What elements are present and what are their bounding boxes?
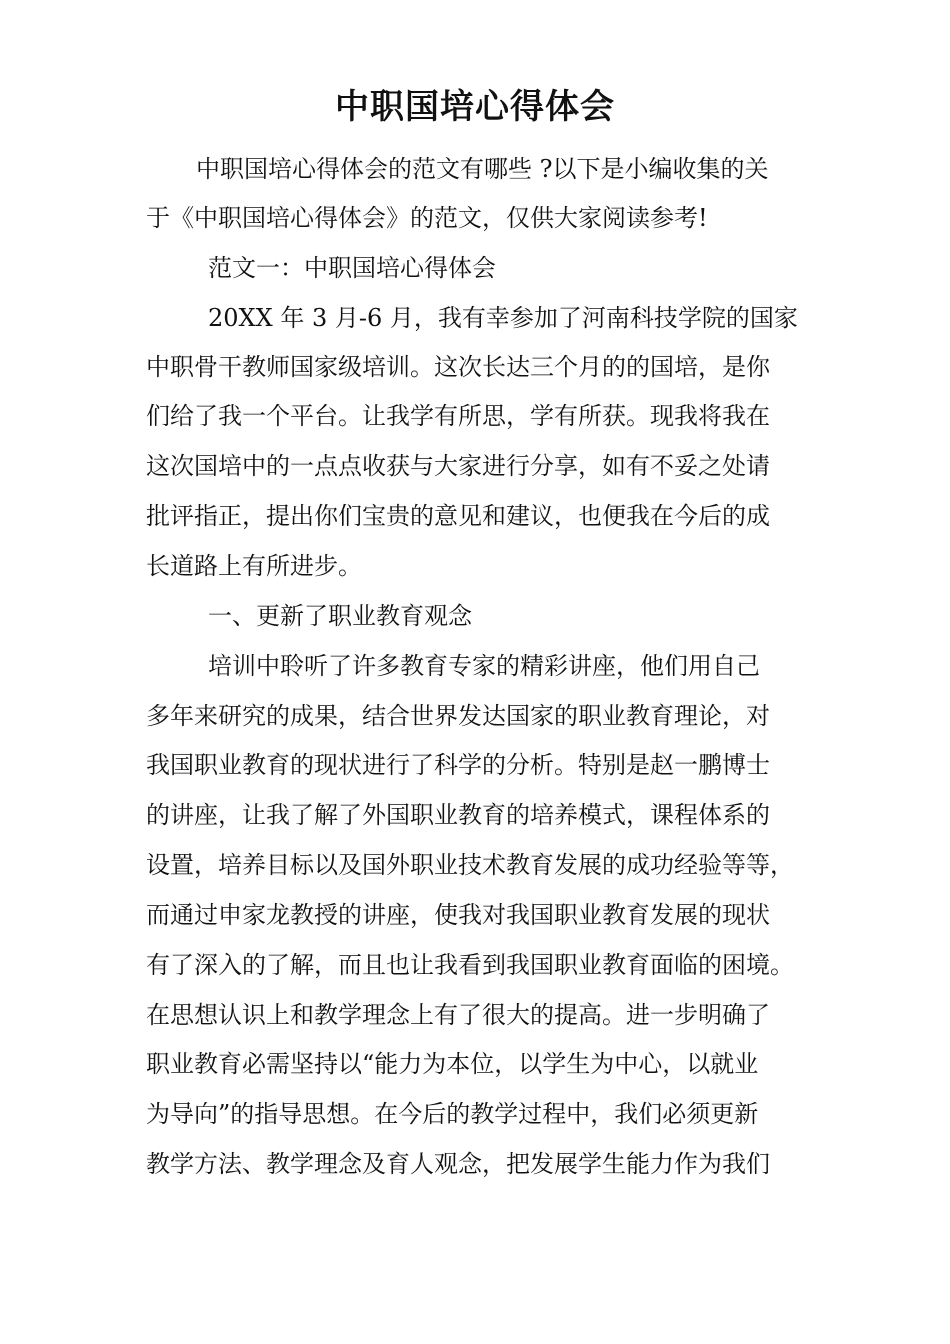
paragraph-line-18: 在思想认识上和教学理念上有了很大的提高。进一步明确了 [146,1001,770,1029]
paragraph-line-20: 为导向”的指导思想。在今后的教学过程中，我们必须更新 [146,1100,759,1128]
paragraph-line-12: 多年来研究的成果，结合世界发达国家的职业教育理论，对 [146,702,770,730]
paragraph-line-19: 职业教育必需坚持以“能力为本位，以学生为中心，以就业 [146,1050,759,1078]
paragraph-line-7: 这次国培中的一点点收获与大家进行分享，如有不妥之处请 [146,452,770,480]
paragraph-line-11: 培训中聆听了许多教育专家的精彩讲座，他们用自己 [208,652,760,680]
paragraph-line-8: 批评指正，提出你们宝贵的意见和建议，也便我在今后的成 [146,502,770,530]
section-heading-one: 一、更新了职业教育观念 [208,602,472,630]
paragraph-line-9: 长道路上有所进步。 [146,552,362,580]
paragraph-line-21: 教学方法、教学理念及育人观念，把发展学生能力作为我们 [146,1150,770,1178]
paragraph-line-14: 的讲座，让我了解了外国职业教育的培养模式，课程体系的 [146,801,770,829]
section-heading-sample-one: 范文一：中职国培心得体会 [208,254,496,282]
paragraph-line-2: 于《中职国培心得体会》的范文，仅供大家阅读参考! [146,204,708,232]
paragraph-line-5: 中职骨干教师国家级培训。这次长达三个月的的国培，是你 [146,353,770,381]
paragraph-line-16: 而通过申家龙教授的讲座，使我对我国职业教育发展的现状 [146,901,770,929]
paragraph-line-4: 20XX 年 3 月-6 月，我有幸参加了河南科技学院的国家 [208,304,798,332]
paragraph-line-1: 中职国培心得体会的范文有哪些 ?以下是小编收集的关 [196,155,769,183]
paragraph-line-6: 们给了我一个平台。让我学有所思，学有所获。现我将我在 [146,402,770,430]
paragraph-line-13: 我国职业教育的现状进行了科学的分析。特别是赵一鹏博士 [146,751,770,779]
paragraph-line-17: 有了深入的了解，而且也让我看到我国职业教育面临的困境。 [146,951,794,979]
paragraph-line-15: 设置，培养目标以及国外职业技术教育发展的成功经验等等， [146,851,794,879]
document-title: 中职国培心得体会 [335,87,615,127]
